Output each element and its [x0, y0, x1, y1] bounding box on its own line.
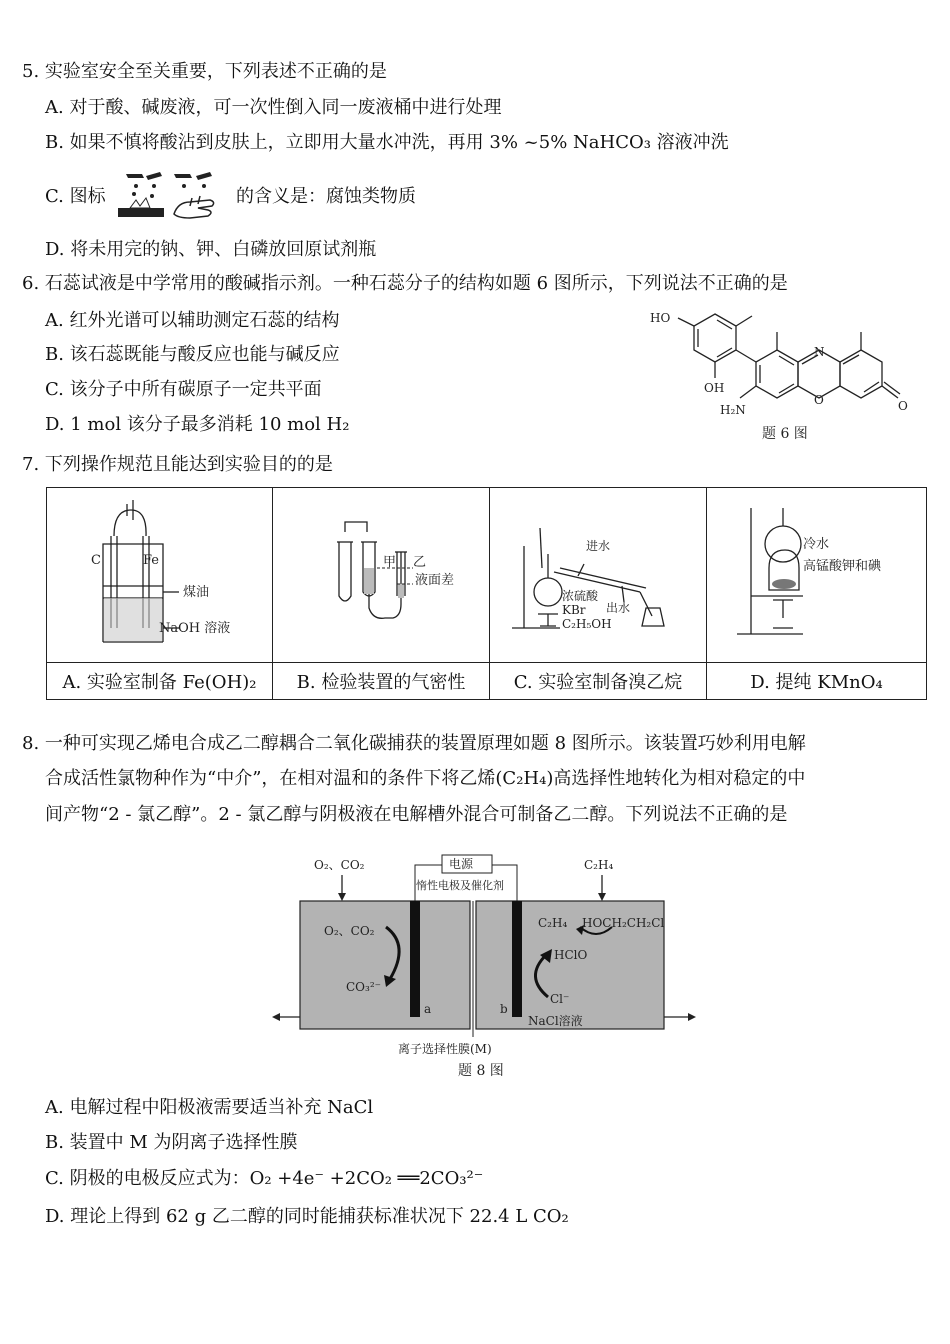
fig6-n-label: N — [814, 345, 825, 359]
cell-c-h2so4-label: 浓硫酸 — [562, 589, 599, 603]
cell-b-jia-label: 甲 — [383, 555, 397, 570]
q6-stem: 6. 石蕊试液是中学常用的酸碱指示剂。一种石蕊分子的结构如题 6 图所示，下列说法不正确的是 — [22, 273, 788, 294]
cell-c-label: C. 实验室制备溴乙烷 — [490, 663, 707, 700]
cell-b-yi-label: 乙 — [413, 555, 427, 570]
fig8-electrode-b-label: b — [500, 1002, 508, 1016]
fig8-right-inlet-label: C₂H₄ — [584, 858, 614, 872]
litmus-structure-figure — [640, 300, 925, 445]
fig8-ethylene-label: C₂H₄ — [538, 916, 568, 930]
fig8-left-inlet-label: O₂、CO₂ — [314, 858, 365, 872]
corrosive-hazard-icon — [116, 170, 228, 222]
fig6-ho-label: HO — [650, 311, 671, 325]
fig8-carbonate-label: CO₃²⁻ — [346, 980, 381, 994]
q6-option-b: B. 该石蕊既能与酸反应也能与碱反应 — [45, 344, 340, 365]
apparatus-b — [273, 488, 489, 658]
q8-option-a: A. 电解过程中阳极液需要适当补充 NaCl — [45, 1097, 374, 1118]
q8-option-c: C. 阴极的电极反应式为：O₂ +4e⁻ +2CO₂ ══2CO₃²⁻ — [45, 1168, 484, 1189]
q8-option-d: D. 理论上得到 62 g 乙二醇的同时能捕获标准状况下 22.4 L CO₂ — [45, 1206, 569, 1227]
apparatus-c — [490, 488, 706, 658]
q7-stem: 7. 下列操作规范且能达到实验目的的是 — [22, 454, 333, 475]
experiment-table — [46, 487, 927, 700]
cell-d-mix-label: 高锰酸钾和碘 — [803, 559, 882, 574]
fig6-o-ketone-label: O — [898, 399, 908, 413]
fig8-membrane-label: 离子选择性膜(M) — [398, 1042, 492, 1056]
q8-stem-line3: 间产物“2 - 氯乙醇”。2 - 氯乙醇与阴极液在电解槽外混合可制备乙二醇。下列说法不正确的是 — [45, 804, 788, 825]
q5-option-d: D. 将未用完的钠、钾、白磷放回原试剂瓶 — [45, 239, 377, 260]
fig8-power-label: 电源 — [449, 857, 474, 871]
cell-d-cold-label: 冷水 — [803, 537, 830, 552]
cell-d-label: D. 提纯 KMnO₄ — [707, 663, 927, 700]
fig8-left-reactants-label: O₂、CO₂ — [324, 924, 375, 938]
cell-a-fe-label: Fe — [143, 553, 160, 568]
q5-option-b: B. 如果不慎将酸沾到皮肤上，立即用大量水冲洗，再用 3% ~5% NaHCO₃ 溶液冲洗 — [45, 132, 729, 153]
cell-c-water-out-label: 出水 — [606, 601, 631, 615]
q5-option-c-prefix: C. 图标 — [45, 186, 106, 207]
cell-a-label: A. 实验室制备 Fe(OH)₂ — [47, 663, 273, 700]
q5-stem: 5. 实验室安全至关重要，下列表述不正确的是 — [22, 61, 387, 82]
apparatus-a — [47, 488, 272, 658]
fig8-electrode-a-label: a — [424, 1002, 432, 1016]
cell-b-label: B. 检验装置的气密性 — [273, 663, 490, 700]
cell-c-kbr-label: KBr — [562, 603, 586, 617]
q6-option-c: C. 该分子中所有碳原子一定共平面 — [45, 379, 322, 400]
cell-b-diff-label: 液面差 — [415, 573, 455, 588]
fig8-chloride-label: Cl⁻ — [550, 992, 570, 1006]
q8-stem-line1: 8. 一种可实现乙烯电合成乙二醇耦合二氧化碳捕获的装置原理如题 8 图所示。该装置巧妙利用电解 — [22, 733, 806, 754]
fig6-caption: 题 6 图 — [762, 426, 808, 442]
apparatus-d — [707, 488, 926, 658]
q6-option-a: A. 红外光谱可以辅助测定石蕊的结构 — [45, 310, 340, 331]
electrolysis-figure — [262, 845, 702, 1085]
q8-option-b: B. 装置中 M 为阴离子选择性膜 — [45, 1132, 298, 1153]
fig8-nacl-label: NaCl溶液 — [528, 1014, 583, 1028]
q5-option-c-suffix: 的含义是：腐蚀类物质 — [236, 186, 416, 207]
cell-a-naoh-label: NaOH 溶液 — [159, 621, 231, 636]
fig8-caption: 题 8 图 — [458, 1063, 504, 1079]
cell-a-kerosene-label: 煤油 — [183, 585, 210, 600]
fig8-electrode-label: 惰性电极及催化剂 — [416, 879, 504, 892]
q8-stem-line2: 合成活性氯物种作为“中介”，在相对温和的条件下将乙烯(C₂H₄)高选择性地转化为相对稳定的中 — [45, 768, 806, 789]
cell-c-etoh-label: C₂H₅OH — [562, 617, 612, 631]
fig8-chlorohydrin-label: HOCH₂CH₂Cl — [582, 916, 665, 930]
fig6-h2n-label: H₂N — [720, 403, 746, 417]
q6-option-d: D. 1 mol 该分子最多消耗 10 mol H₂ — [45, 414, 350, 435]
q5-option-a: A. 对于酸、碱废液，可一次性倒入同一废液桶中进行处理 — [45, 97, 502, 118]
fig6-oh-label: OH — [704, 381, 725, 395]
fig8-hclo-label: HClO — [554, 948, 588, 962]
fig6-o-ring-label: O — [814, 393, 824, 407]
cell-a-c-label: C — [91, 553, 101, 568]
cell-c-water-in-label: 进水 — [586, 539, 611, 553]
